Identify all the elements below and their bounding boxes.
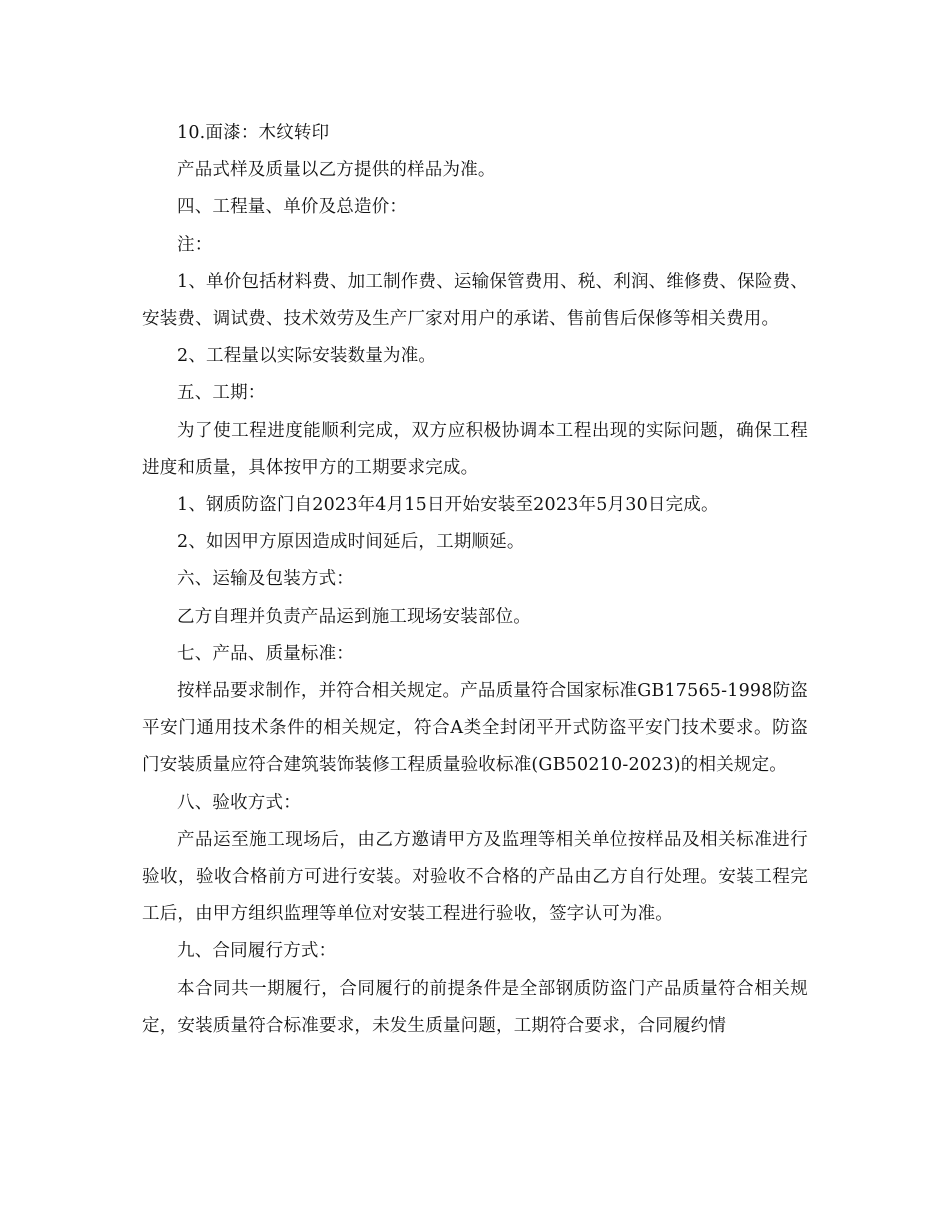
heading-section-9: 九、合同履行方式： [177,941,337,962]
paragraph-unit-price-note: 1、单价包括材料费、加工制作费、运输保管费用、税、利润、维修费、保险费、安装费、调试费、技术效劳及生产厂家对用户的承诺、售前售后保修等相关费用。 [142,271,808,330]
paragraph-sample-standard: 产品式样及质量以乙方提供的样品为准。 [177,160,496,181]
heading-section-5: 五、工期： [177,383,266,404]
heading-section-4: 四、工程量、单价及总造价： [177,197,408,218]
paragraph-quality-standard: 按样品要求制作，并符合相关规定。产品质量符合国家标准GB17565-1998防盗平安门通用技术条件的相关规定，符合A类全封闭平开式防盗平安门技术要求。防盗门安装质量应符合建筑装饰装修工程质量验收标准(GB50210-2023)的相关规定。 [142,681,808,776]
document-body [142,115,808,1045]
paragraph-schedule-delay: 2、如因甲方原因造成时间延后，工期顺延。 [177,532,525,553]
heading-section-6: 六、运输及包装方式： [177,569,354,590]
paragraph-finish-coat: 10.面漆：木纹转印 [177,123,330,143]
heading-section-8: 八、验收方式： [177,792,301,813]
heading-section-7: 七、产品、质量标准： [177,643,354,664]
paragraph-performance: 本合同共一期履行，合同履行的前提条件是全部钢质防盗门产品质量符合相关规定，安装质量符合标准要求，未发生质量问题，工期符合要求，合同履约情 [142,978,808,1036]
paragraph-transport: 乙方自理并负责产品运到施工现场安装部位。 [177,606,531,627]
paragraph-acceptance: 产品运至施工现场后，由乙方邀请甲方及监理等相关单位按样品及相关标准进行验收，验收合格前方可进行安装。对验收不合格的产品由乙方自行处理。安装工程完工后，由甲方组织监理等单位对安装工程进行验收，签字认可为准。 [142,829,808,925]
paragraph-note-label: 注： [177,234,213,255]
paragraph-schedule-dates: 1、钢质防盗门自2023年4月15日开始安装至2023年5月30日完成。 [177,495,719,516]
paragraph-quantity-note: 2、工程量以实际安装数量为准。 [177,346,437,367]
paragraph-schedule-intro: 为了使工程进度能顺利完成，双方应积极协调本工程出现的实际问题，确保工程进度和质量，具体按甲方的工期要求完成。 [142,420,808,478]
